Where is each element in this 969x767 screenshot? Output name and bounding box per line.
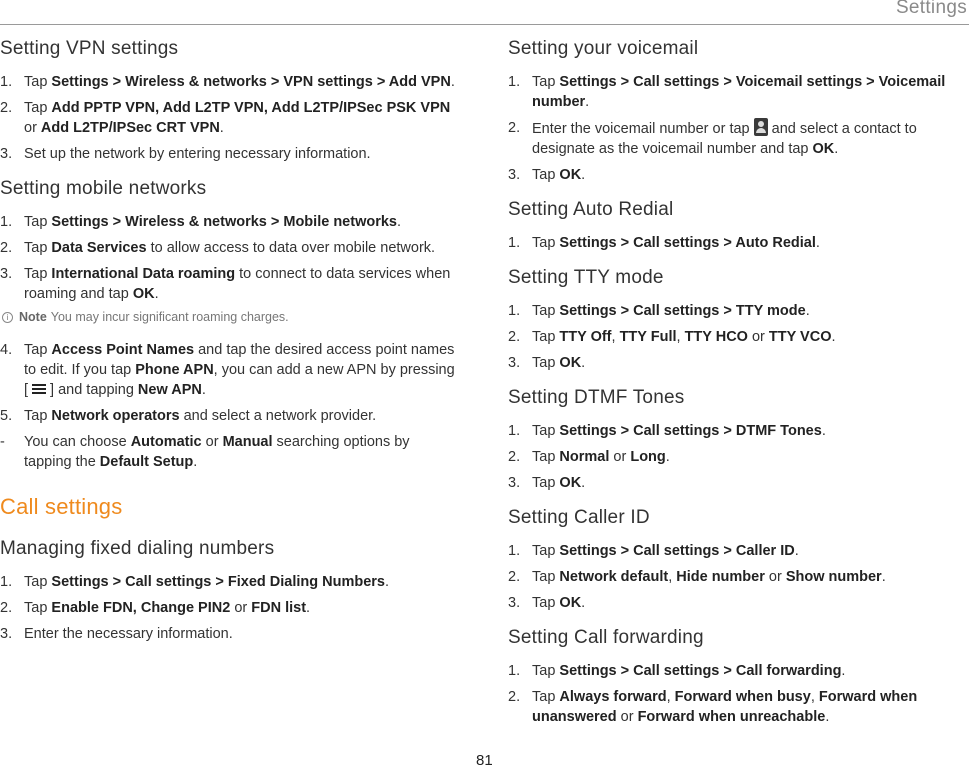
step-emphasis: Default Setup: [99, 454, 194, 470]
step-text: .: [201, 382, 206, 398]
step-text: .: [815, 235, 820, 251]
step-emphasis: FDN list: [251, 600, 307, 616]
list-item: [0, 624, 460, 644]
steps-caller-id: [508, 541, 963, 613]
step-text: .: [193, 454, 198, 470]
list-item: [508, 72, 963, 112]
step-number: 1.: [508, 663, 521, 679]
step-text: Tap: [532, 595, 560, 611]
step-text: .: [154, 286, 159, 302]
step-text: ] and tapping: [50, 382, 138, 398]
step-text: Set up the network by entering necessary information.: [24, 146, 371, 162]
step-text: Tap: [24, 408, 52, 424]
step-text: .: [665, 449, 670, 465]
step-text: to allow access to data over mobile network.: [146, 240, 436, 256]
step-number: 2.: [0, 100, 13, 116]
right-column: [508, 38, 963, 733]
step-text: Tap: [532, 74, 560, 90]
step-number: 5.: [0, 408, 13, 424]
step-text: to connect to data services when roaming and tap: [24, 266, 451, 302]
list-item: [0, 238, 460, 258]
step-emphasis: Add L2TP/IPSec CRT VPN: [40, 120, 220, 136]
step-text: Tap: [24, 214, 52, 230]
step-text: and select a contact to designate as the voicemail number and tap: [532, 121, 917, 157]
step-emphasis: OK: [559, 355, 582, 371]
step-emphasis: New APN: [137, 382, 202, 398]
step-text: Tap: [24, 74, 52, 90]
step-emphasis: Network default: [559, 569, 669, 585]
step-number: 3.: [508, 167, 521, 183]
step-text: Tap: [532, 329, 560, 345]
step-number: 2.: [508, 569, 521, 585]
step-text: .: [219, 120, 224, 136]
step-text: or: [24, 120, 41, 136]
step-number: 3.: [0, 626, 13, 642]
steps-fdn: [0, 572, 460, 644]
section-title-voicemail: Setting your voicemail: [508, 38, 699, 59]
step-text: .: [825, 709, 830, 725]
section-title-fdn: Managing fixed dialing numbers: [0, 538, 275, 559]
section-title-mobile-networks: Setting mobile networks: [0, 178, 207, 199]
step-text: .: [581, 167, 586, 183]
step-text: ,: [666, 689, 675, 705]
step-emphasis: Settings > Wireless & networks > Mobile networks: [51, 214, 397, 230]
step-number: 1.: [508, 235, 521, 251]
step-text: Tap: [532, 663, 560, 679]
step-text: .: [881, 569, 886, 585]
step-emphasis: Settings > Call settings > DTMF Tones: [559, 423, 822, 439]
list-item: [508, 353, 963, 373]
step-emphasis: Settings > Call settings > TTY mode: [559, 303, 806, 319]
step-text: Tap: [532, 235, 560, 251]
step-text: .: [450, 74, 455, 90]
step-emphasis: OK: [812, 141, 835, 157]
step-number: 2.: [0, 240, 13, 256]
step-text: Tap: [532, 475, 560, 491]
list-item: [0, 98, 460, 138]
list-item: [508, 118, 963, 159]
info-icon: i: [2, 312, 13, 323]
list-item: [508, 661, 963, 681]
step-number: 3.: [0, 266, 13, 282]
steps-vpn: [0, 72, 460, 164]
step-text: .: [841, 663, 846, 679]
step-number: 2.: [508, 120, 521, 136]
steps-tty-mode: [508, 301, 963, 373]
list-item: [0, 144, 460, 164]
list-item: [508, 541, 963, 561]
step-emphasis: OK: [132, 286, 155, 302]
step-number: 3.: [508, 355, 521, 371]
step-emphasis: TTY HCO: [684, 329, 748, 345]
step-emphasis: Settings > Call settings > Call forwarding: [559, 663, 842, 679]
step-text: .: [805, 303, 810, 319]
step-text: .: [385, 574, 390, 590]
step-emphasis: Always forward: [559, 689, 667, 705]
list-item: [508, 687, 963, 727]
list-item: [508, 593, 963, 613]
step-text: Tap: [532, 449, 560, 465]
left-column: [0, 38, 460, 650]
step-emphasis: Settings > Call settings > Voicemail settings > Voicemail number: [532, 74, 946, 110]
step-text: or: [747, 329, 769, 345]
list-item: [0, 340, 460, 400]
roaming-note: [2, 310, 460, 324]
step-emphasis: TTY Off: [559, 329, 612, 345]
steps-call-forwarding: [508, 661, 963, 727]
step-text: or: [616, 709, 638, 725]
step-number: 2.: [0, 600, 13, 616]
step-emphasis: Add PPTP VPN, Add L2TP VPN, Add L2TP/IPSec PSK VPN: [51, 100, 451, 116]
step-text: , you can add a new APN by pressing [: [24, 362, 455, 398]
step-text: .: [581, 475, 586, 491]
list-item: [0, 264, 460, 304]
step-number: 1.: [508, 74, 521, 90]
step-emphasis: Data Services: [51, 240, 147, 256]
step-text: and select a network provider.: [179, 408, 377, 424]
step-emphasis: Enable FDN, Change PIN2: [51, 600, 231, 616]
step-number: 1.: [508, 303, 521, 319]
step-emphasis: Automatic: [130, 434, 202, 450]
step-number: 4.: [0, 342, 13, 358]
step-text: Tap: [532, 423, 560, 439]
steps-mobile-networks: [0, 212, 460, 304]
steps-mobile-networks-step5: [0, 406, 460, 426]
list-item: [0, 212, 460, 232]
step-text: searching options by tapping the: [24, 434, 410, 470]
list-item: [0, 572, 460, 592]
step-text: Tap: [532, 689, 560, 705]
step-emphasis: Network operators: [51, 408, 180, 424]
step-number: 2.: [508, 329, 521, 345]
section-title-tty-mode: Setting TTY mode: [508, 267, 664, 288]
step-emphasis: OK: [559, 475, 582, 491]
steps-dtmf-tones: [508, 421, 963, 493]
step-text: Tap: [24, 574, 52, 590]
step-text: .: [581, 595, 586, 611]
section-title-vpn: Setting VPN settings: [0, 38, 179, 59]
step-emphasis: Hide number: [676, 569, 765, 585]
step-emphasis: Settings > Call settings > Fixed Dialing Numbers: [51, 574, 385, 590]
list-item: [0, 406, 460, 426]
step-emphasis: Manual: [222, 434, 273, 450]
list-item: [508, 473, 963, 493]
step-text: or: [201, 434, 223, 450]
note-label: Note: [19, 310, 47, 324]
step-text: Enter the voicemail number or tap: [532, 121, 754, 137]
step-number: 2.: [508, 689, 521, 705]
list-item: [508, 567, 963, 587]
note-text: You may incur significant roaming charges.: [50, 310, 289, 324]
step-text: Tap: [532, 303, 560, 319]
list-item: [508, 327, 963, 347]
section-title-caller-id: Setting Caller ID: [508, 507, 650, 528]
contacts-icon: [754, 118, 768, 136]
step-text: You can choose: [24, 434, 131, 450]
step-text: .: [834, 141, 839, 157]
step-number: 1.: [508, 543, 521, 559]
menu-icon: [28, 382, 50, 396]
step-text: .: [585, 94, 590, 110]
section-title-call-forwarding: Setting Call forwarding: [508, 627, 704, 648]
step-emphasis: Forward when unreachable: [637, 709, 826, 725]
step-text: Tap: [24, 600, 52, 616]
dash-bullet: -: [0, 434, 5, 450]
step-text: or: [230, 600, 252, 616]
step-emphasis: Long: [630, 449, 666, 465]
step-emphasis: International Data roaming: [51, 266, 236, 282]
step-text: Tap: [24, 240, 52, 256]
step-emphasis: Settings > Call settings > Auto Redial: [559, 235, 816, 251]
step-text: Tap: [24, 266, 52, 282]
step-text: ,: [611, 329, 620, 345]
step-emphasis: Show number: [785, 569, 882, 585]
list-item: [508, 421, 963, 441]
step-number: 3.: [508, 475, 521, 491]
header-section-label: Settings: [895, 0, 967, 18]
step-emphasis: TTY VCO: [768, 329, 832, 345]
step-number: 1.: [0, 214, 13, 230]
step-emphasis: Access Point Names: [51, 342, 195, 358]
step-emphasis: Normal: [559, 449, 610, 465]
list-item: [508, 233, 963, 253]
step-number: 3.: [508, 595, 521, 611]
step-text: Tap: [532, 355, 560, 371]
step-text: ,: [810, 689, 819, 705]
step-text: .: [306, 600, 311, 616]
list-item: [508, 301, 963, 321]
list-item: [0, 598, 460, 618]
step-text: .: [821, 423, 826, 439]
step-text: Tap: [24, 100, 52, 116]
step-emphasis: OK: [559, 167, 582, 183]
steps-mobile-networks-cont: [0, 340, 460, 400]
step-emphasis: Settings > Wireless & networks > VPN settings > Add VPN: [51, 74, 451, 90]
page-header: [0, 0, 969, 26]
section-title-dtmf-tones: Setting DTMF Tones: [508, 387, 685, 408]
step-emphasis: Phone APN: [135, 362, 214, 378]
step-emphasis: Forward when busy: [674, 689, 811, 705]
list-item: [508, 447, 963, 467]
header-rule: [0, 24, 969, 25]
step-number: 2.: [508, 449, 521, 465]
chapter-title-call-settings: Call settings: [0, 494, 123, 519]
step-text: or: [609, 449, 631, 465]
step-text: or: [764, 569, 786, 585]
step-text: Tap: [532, 167, 560, 183]
step-text: .: [396, 214, 402, 230]
step-number: 1.: [0, 574, 13, 590]
step-text: .: [831, 329, 836, 345]
step-text: Tap: [24, 342, 52, 358]
step-text: Tap: [532, 569, 560, 585]
step-text: .: [581, 355, 586, 371]
step-emphasis: TTY Full: [619, 329, 677, 345]
list-item: [0, 72, 460, 92]
steps-auto-redial: [508, 233, 963, 253]
step-number: 1.: [508, 423, 521, 439]
step-text: ,: [676, 329, 685, 345]
step-text: Tap: [532, 543, 560, 559]
step-emphasis: Forward when unanswered: [532, 689, 918, 725]
step-emphasis: OK: [559, 595, 582, 611]
list-item: [508, 165, 963, 185]
section-title-auto-redial: Setting Auto Redial: [508, 199, 674, 220]
step-text: ,: [668, 569, 677, 585]
step-number: 3.: [0, 146, 13, 162]
step-emphasis: Settings > Call settings > Caller ID: [559, 543, 795, 559]
step-text: .: [794, 543, 799, 559]
sub-bullet: [0, 432, 460, 472]
steps-voicemail: [508, 72, 963, 185]
step-number: 1.: [0, 74, 13, 90]
page-number: 81: [476, 752, 493, 767]
step-text: and tap the desired access point names to edit. If you tap: [24, 342, 455, 378]
step-text: Enter the necessary information.: [24, 626, 233, 642]
